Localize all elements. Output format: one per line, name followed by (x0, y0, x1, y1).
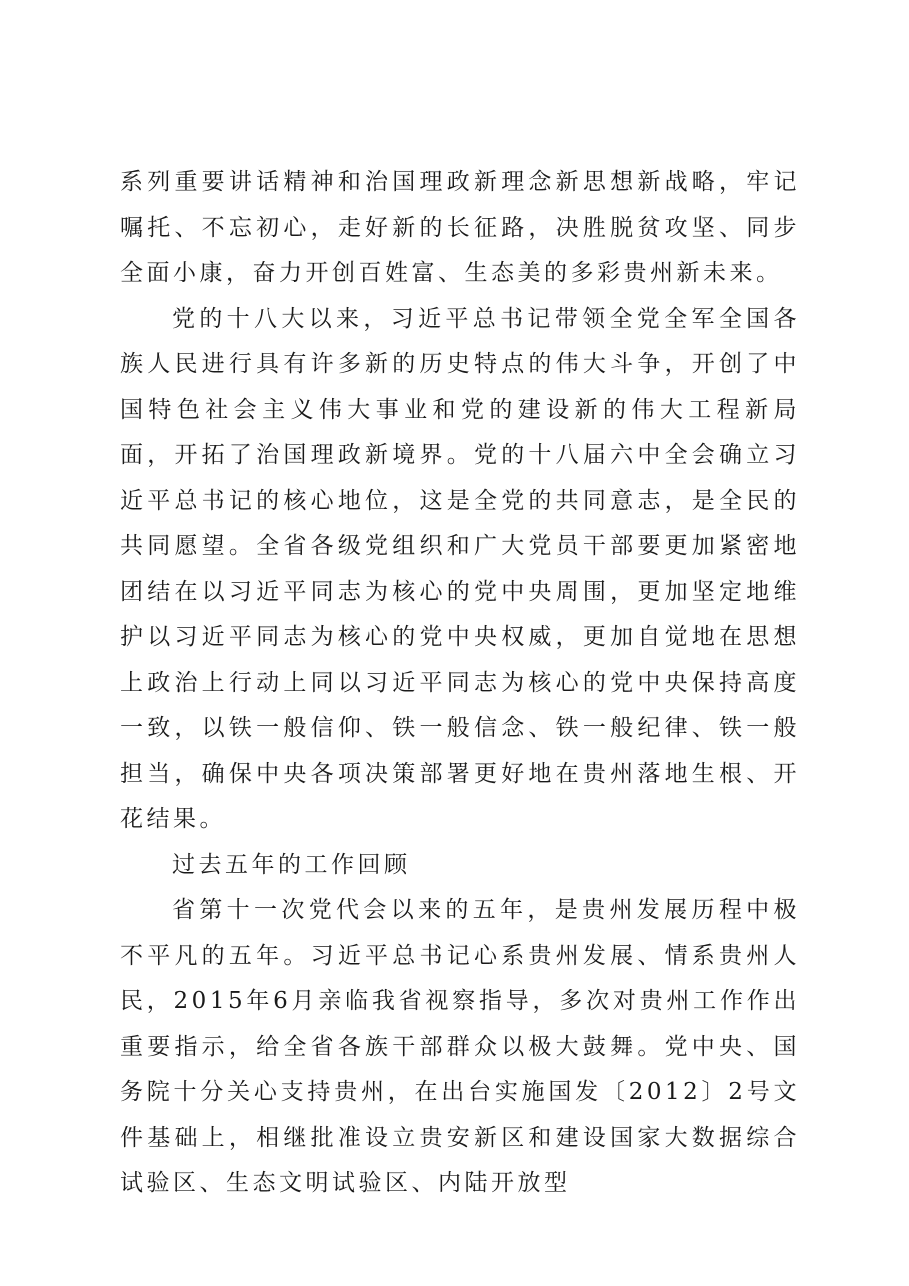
section-heading-review: 过去五年的工作回顾 (172, 851, 411, 878)
paragraph-continuation: 系列重要讲话精神和治国理政新理念新思想新战略，牢记嘱托、不忘初心，走好新的长征路，决胜脱贫攻坚、同步全面小康，奋力开创百姓富、生态美的多彩贵州新未来。 (120, 169, 800, 286)
document-body (120, 160, 800, 1207)
paragraph-leadership: 党的十八大以来，习近平总书记带领全党全军全国各族人民进行具有许多新的历史特点的伟大斗争，开创了中国特色社会主义伟大事业和党的建设新的伟大工程新局面，开拓了治国理政新境界。党的十八届六中全会确立习近平总书记的核心地位，这是全党的共同意志，是全民的共同愿望。全省各级党组织和广大党员干部要更加紧密地团结在以习近平同志为核心的党中央周围，更加坚定地维护以习近平同志为核心的党中央权威，更加自觉地在思想上政治上行动上同以习近平同志为核心的党中央保持高度一致，以铁一般信仰、铁一般信念、铁一般纪律、铁一般担当，确保中央各项决策部署更好地在贵州落地生根、开花结果。 (120, 305, 800, 832)
paragraph-five-years: 省第十一次党代会以来的五年，是贵州发展历程中极不平凡的五年。习近平总书记心系贵州发展、情系贵州人民，2015年6月亲临我省视察指导，多次对贵州工作作出重要指示，给全省各族干部群众以极大鼓舞。党中央、国务院十分关心支持贵州，在出台实施国发〔2012〕2号文件基础上，相继批准设立贵安新区和建设国家大数据综合试验区、生态文明试验区、内陆开放型 (120, 897, 800, 1196)
